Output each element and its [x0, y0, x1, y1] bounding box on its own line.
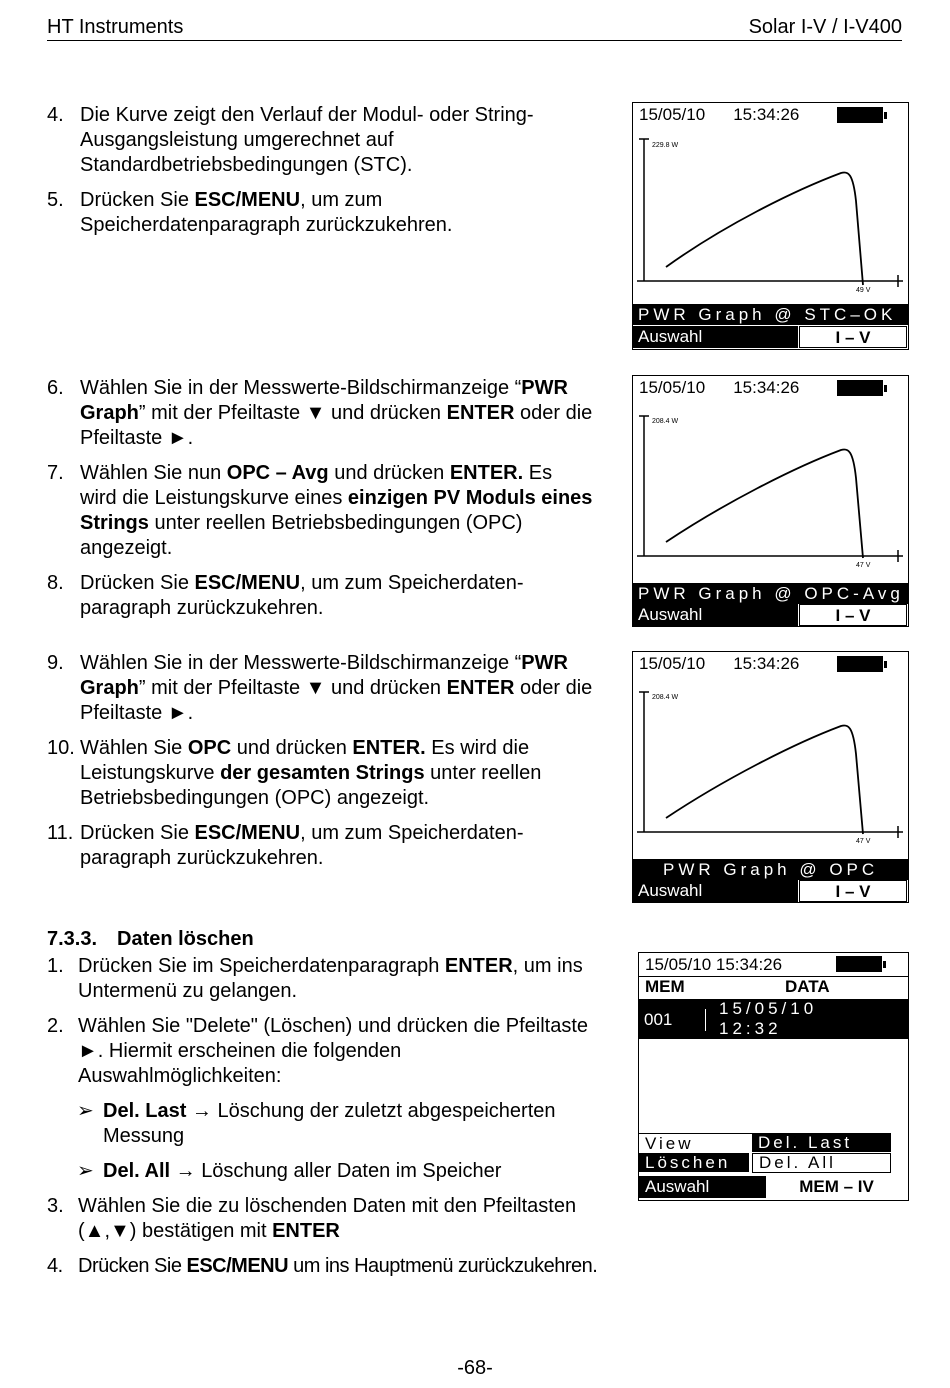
- list-item: 5. Drücken Sie ESC/MENU, um zum Speicherdatenparagraph zurückzukehren.: [47, 189, 453, 236]
- section-2-text: [47, 376, 637, 631]
- battery-icon: [837, 380, 883, 396]
- data-column-header: DATA: [785, 977, 830, 996]
- auswahl-label: Auswahl: [633, 604, 798, 626]
- page-header: [47, 16, 902, 41]
- screen-datetime: 15/05/10 15:34:26: [639, 105, 800, 124]
- list-item: 2. Wählen Sie "Delete" (Löschen) und drücken die Pfeiltaste ►. Hiermit erscheinen die folgenden Auswahlmöglichkeiten:: [47, 1015, 589, 1087]
- device-screen-mem: [638, 952, 909, 1201]
- record-time: 12:32: [719, 1019, 782, 1038]
- x-max-label: 47 V: [856, 562, 871, 569]
- y-max-label: 208.4 W: [652, 418, 679, 425]
- menu-del-all[interactable]: Del. All: [752, 1153, 891, 1173]
- section-heading: 7.3.3. Daten löschen: [47, 928, 254, 950]
- graph-mode-bar: PWR Graph @ OPC: [633, 859, 908, 880]
- list-item: 3. Wählen Sie die zu löschenden Daten mit den Pfeiltasten (▲,▼) bestätigen mit ENTER: [47, 1195, 577, 1242]
- list-item: 4. Drücken Sie ESC/MENU um ins Hauptmenü zurückzukehren.: [47, 1255, 598, 1277]
- auswahl-label: Auswahl: [639, 1176, 765, 1198]
- section-4-text: [47, 927, 637, 1289]
- y-max-label: 229.8 W: [652, 142, 679, 149]
- list-item: 1. Drücken Sie im Speicherdatenparagraph ENTER, um ins Untermenü zu gelangen.: [47, 955, 583, 1002]
- list-item: 10. Wählen Sie OPC und drücken ENTER. Es wird die Leistungskurve der gesamten Strings unter reellen Betriebsbedingungen (OPC) angezeigt.: [47, 737, 542, 809]
- screen-datetime: 15/05/10 15:34:26: [639, 378, 800, 397]
- iv-button[interactable]: I – V: [799, 880, 907, 902]
- power-graph: [633, 131, 908, 301]
- sub-bullet: ➢ Del. All → Löschung aller Daten im Speicher: [77, 1160, 502, 1182]
- x-max-label: 49 V: [856, 287, 871, 294]
- screen-footer: [633, 880, 908, 902]
- list-item: 11. Drücken Sie ESC/MENU, um zum Speicherdaten- paragraph zurückzukehren.: [47, 822, 524, 869]
- screen-datetime: 15/05/10 15:34:26: [639, 654, 800, 673]
- list-item: 8. Drücken Sie ESC/MENU, um zum Speicherdaten- paragraph zurückzukehren.: [47, 572, 524, 619]
- auswahl-label: Auswahl: [633, 880, 798, 902]
- list-item: 4. Die Kurve zeigt den Verlauf der Modul- oder String- Ausgangsleistung umgerechnet auf Standardbetriebsbedingungen (STC).: [47, 104, 534, 176]
- device-screen-stc: [632, 102, 909, 350]
- battery-icon: [837, 656, 883, 672]
- menu-view[interactable]: View: [639, 1133, 756, 1153]
- graph-mode-bar: PWR Graph @ STC–OK: [633, 304, 908, 325]
- header-left: HT Instruments: [47, 16, 184, 38]
- page-number: -68-: [457, 1357, 493, 1379]
- section-3-text: [47, 651, 637, 881]
- list-item: 6. Wählen Sie in der Messwerte-Bildschirmanzeige “PWR Graph” mit der Pfeiltaste ▼ und drücken ENTER oder die Pfeiltaste ►.: [47, 377, 593, 449]
- record-id: 001: [644, 1010, 673, 1029]
- screen-footer: [633, 604, 908, 626]
- power-graph: [633, 406, 908, 576]
- device-screen-opc: [632, 651, 909, 903]
- graph-mode-bar: PWR Graph @ OPC-Avg: [633, 583, 908, 604]
- iv-button[interactable]: I – V: [799, 326, 907, 348]
- power-graph: [633, 682, 908, 852]
- iv-button[interactable]: I – V: [799, 604, 907, 626]
- y-max-label: 208.4 W: [652, 694, 679, 701]
- record-date: 15/05/10: [719, 999, 818, 1018]
- header-right: Solar I-V / I-V400: [748, 16, 902, 38]
- selected-record-row[interactable]: [639, 999, 908, 1039]
- sub-bullet: ➢ Del. Last → Löschung der zuletzt abgespeicherten Messung: [77, 1100, 556, 1147]
- mem-column-header: MEM: [645, 977, 685, 996]
- x-max-label: 47 V: [856, 838, 871, 845]
- device-screen-opc-avg: [632, 375, 909, 627]
- battery-icon: [836, 956, 882, 972]
- mem-iv-button[interactable]: MEM – IV: [765, 1176, 907, 1198]
- section-1-text: [47, 103, 607, 248]
- screen-footer: [633, 326, 908, 348]
- battery-icon: [837, 107, 883, 123]
- list-item: 9. Wählen Sie in der Messwerte-Bildschirmanzeige “PWR Graph” mit der Pfeiltaste ▼ und drücken ENTER oder die Pfeiltaste ►.: [47, 652, 593, 724]
- screen-datetime: 15/05/10 15:34:26: [645, 955, 783, 974]
- menu-del-last[interactable]: Del. Last: [752, 1133, 891, 1152]
- list-item: 7. Wählen Sie nun OPC – Avg und drücken ENTER. Es wird die Leistungskurve eines einzigen PV Moduls eines Strings unter reellen Betriebsbedingungen (OPC) angezeigt.: [47, 462, 593, 559]
- auswahl-label: Auswahl: [633, 326, 798, 348]
- menu-loeschen[interactable]: Löschen: [639, 1153, 749, 1172]
